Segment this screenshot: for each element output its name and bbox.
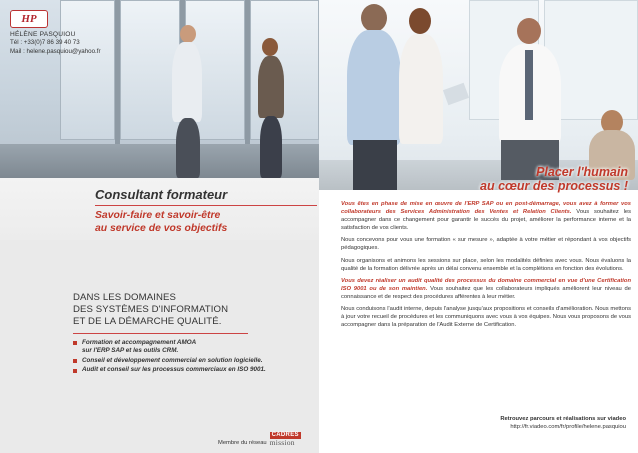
paragraph-1-intro: Vous êtes en phase de mise en œuvre de l'ERP SAP ou en post-démarrage, vous avez à former vos collaborateurs des Services Administration des Ventes et Relation Clients. xyxy=(341,201,631,216)
contact-email: Mail : helene.pasquiou@yahoo.fr xyxy=(10,47,101,55)
contact-block xyxy=(10,31,101,56)
domains-heading-line-2: DES SYSTÈMES D'INFORMATION xyxy=(73,304,229,316)
paragraph-1-text: Vous souhaitez les accompagner dans ce changement pour garantir le succès du projet, améliorer la performance interne et la satisfaction de vos clients. xyxy=(341,209,631,232)
member-label: Membre du réseau xyxy=(218,440,267,446)
domains-heading-line-3: ET DE LA DÉMARCHE QUALITÉ. xyxy=(73,316,222,328)
footer xyxy=(500,415,626,431)
services-list xyxy=(73,339,313,375)
list-item-line-1: Conseil et développement commercial en solution logicielle. xyxy=(82,356,263,364)
headline xyxy=(480,165,628,193)
subtitle-line-2: au service de vos objectifs xyxy=(95,223,228,234)
paragraph-1 xyxy=(341,200,631,232)
viadeo-link[interactable]: http://fr.viadeo.com/fr/profile/helene.pasquiou xyxy=(510,424,626,431)
body-text xyxy=(341,200,631,333)
network-membership xyxy=(218,432,301,446)
list-item-line-1: Audit et conseil sur les processus commerciaux en ISO 9001. xyxy=(82,366,266,374)
paragraph-4-intro: Vous devez réaliser un audit qualité des processus du domaine commercial en vue d'une Certification ISO 9001 ou de son maintien. xyxy=(341,277,631,292)
paragraph-2: Nous concevons pour vous une formation « sur mesure », adaptée à votre métier et répondant à vos objectifs pédagogiques. xyxy=(341,237,631,252)
headline-line-1: Placer l'humain xyxy=(536,165,628,179)
paragraph-3: Nous organisons et animons les sessions sur place, selon les modalités définies avec vous. Nous évaluons la qualité de la formation délivrée après un délai convenu ensemble et la complétions en fonction des évolutions. xyxy=(341,257,631,272)
list-item xyxy=(73,339,313,356)
footer-title: Retrouvez parcours et réalisations sur viadeo xyxy=(500,416,626,422)
main-title: Consultant formateur xyxy=(95,187,317,206)
team-photo-right xyxy=(319,0,638,190)
domains-heading xyxy=(73,292,248,334)
list-item xyxy=(73,366,313,375)
title-block xyxy=(95,187,317,235)
domains-section xyxy=(73,292,313,376)
office-photo-left xyxy=(0,0,319,178)
contact-name: HÉLÈNE PASQUIOU xyxy=(10,31,76,38)
domains-heading-line-1: DANS LES DOMAINES xyxy=(73,292,176,303)
list-item-line-2: sur l'ERP SAP et les outils CRM. xyxy=(82,347,179,355)
paragraph-4-text: Vous souhaitez que les collaborateurs impliqués améliorent leur niveau de connaissance et de respect des procédures afférentes à leur métier. xyxy=(341,285,631,300)
paragraph-4 xyxy=(341,277,631,301)
cadres-logo-bottom: mission xyxy=(269,438,295,447)
subtitle-line-1: Savoir-faire et savoir-être xyxy=(95,210,221,221)
right-panel xyxy=(319,0,638,453)
brand-logo xyxy=(10,10,48,28)
brand-logo-text: HP xyxy=(21,13,37,25)
cadres-mission-logo xyxy=(270,432,301,446)
cadres-logo-top: CADRES xyxy=(271,432,299,438)
paragraph-5: Nous conduisons l'audit interne, depuis l'analyse jusqu'aux propositions et conseils d'amélioration. Nous mettons à jour votre recueil de procédures et les communiquons avec vous à vos équipes. Nous vous proposons de vous accompagner dans la préparation de l'Audit Externe de Certification. xyxy=(341,306,631,329)
contact-phone: Tél : +33(0)7 86 39 40 73 xyxy=(10,39,80,47)
list-item-line-1: Formation et accompagnement AMOA xyxy=(82,338,197,346)
headline-line-2: au cœur des processus ! xyxy=(480,179,628,193)
list-item xyxy=(73,357,313,366)
